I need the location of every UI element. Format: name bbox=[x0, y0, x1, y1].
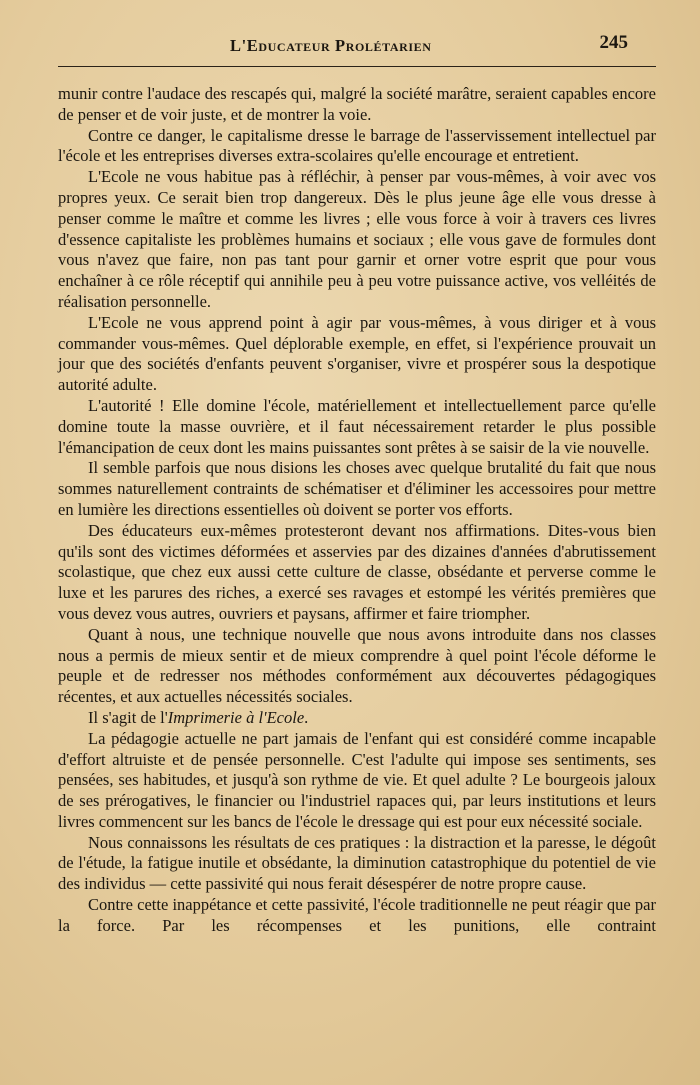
paragraph-imprimerie bbox=[58, 708, 656, 729]
paragraph: Il semble parfois que nous disions les choses avec quelque brutalité du fait que nous sommes naturellement contraints de schématiser et d'éliminer les accessoires pour mettre en lumière les directions essentielles où doivent se porter vos efforts. bbox=[58, 458, 656, 519]
imprimerie-suffix: . bbox=[304, 707, 309, 727]
imprimerie-prefix: Il s'agit de l' bbox=[88, 707, 168, 727]
imprimerie-title: Imprimerie à l'Ecole bbox=[167, 707, 305, 727]
paragraph: Quant à nous, une technique nouvelle que nous avons introduite dans nos classes nous a permis de mieux sentir et de mieux comprendre à quel point l'école déforme le peuple et de redresser nos méthodes conformément aux découvertes pédagogiques récentes, et aux actuelles nécessités sociales. bbox=[58, 624, 656, 707]
page-header bbox=[58, 30, 656, 67]
paragraph: munir contre l'audace des rescapés qui, malgré la société marâtre, seraient capables encore de penser et de voir juste, et de montrer la voie. bbox=[58, 84, 656, 124]
body-text bbox=[58, 84, 656, 937]
paragraph: L'Ecole ne vous apprend point à agir par vous-mêmes, à vous diriger et à vous commander vous-mêmes. Quel déplorable exemple, en effet, si l'expérience prouvait un jour que des sociétés d'enfants peuvent s'organiser, vivre et prospérer sous la despotique autorité adulte. bbox=[58, 312, 656, 395]
page-number: 245 bbox=[599, 32, 628, 53]
paragraph: Contre ce danger, le capitalisme dresse le barrage de l'asservissement intellectuel par l'école et les entreprises diverses extra-scolaires qu'elle encourage et entretient. bbox=[58, 125, 656, 166]
paragraph: Contre cette inappétance et cette passivité, l'école traditionnelle ne peut réagir que par la force. Par les récompenses et les punitions, elle contraint bbox=[58, 895, 656, 935]
paragraph: Des éducateurs eux-mêmes protesteront devant nos affirmations. Dites-vous bien qu'ils sont des victimes déformées et asservies par des dizaines d'années d'abrutissement scolastique, que chez eux aussi cette culture de classe, obsédante et perverse comme le luxe et les parures des riches, a exercé ses ravages et estompé les vérités premières que vous devez vous autres, ouvriers et paysans, affirmer et faire triompher. bbox=[58, 520, 656, 623]
paragraph: La pédagogie actuelle ne part jamais de l'enfant qui est considéré comme incapable d'effort altruiste et de pensée personnelle. C'est l'adulte qui impose ses sentiments, ses pensées, ses habitudes, et jusqu'à son rythme de vie. Et quel adulte ? Le bourgeois jaloux de ses prérogatives, le financier ou l'industriel rapaces qui, par leurs institutions et leurs livres commencent sur les bancs de l'école le dressage qui est pour eux nécessité sociale. bbox=[58, 728, 656, 831]
running-title: L'Educateur Prolétarien bbox=[230, 36, 432, 55]
paragraph: Nous connaissons les résultats de ces pratiques : la distraction et la paresse, le dégoût de l'étude, la fatigue inutile et obsédante, la diminution catastrophique du potentiel de vie des individus — cette passivité qui nous ferait désespérer de notre propre cause. bbox=[58, 832, 656, 894]
paragraph: L'autorité ! Elle domine l'école, matériellement et intellectuellement parce qu'elle domine toute la masse ouvrière, et il faut nécessairement retarder le plus possible l'émancipation de ceux dont les mains puissantes sont prêtes à se saisir de la vie nouvelle. bbox=[58, 395, 656, 457]
paragraph: L'Ecole ne vous habitue pas à réfléchir, à penser par vous-mêmes, à voir avec vos propres yeux. Ce serait bien trop dangereux. Dès le plus jeune âge elle vous dresse à penser comme le maître et comme les livres ; elle vous force à voir à travers ces livres d'essence capitaliste les problèmes humains et sociaux ; elle vous gave de formules dont vous n'avez que faire, non pas tant pour garnir et orner votre esprit que pour vous enchaîner à ce rôle réceptif qui annihile peu à peu votre puissance active, vos velléités de réalisation personnelle. bbox=[58, 167, 656, 311]
